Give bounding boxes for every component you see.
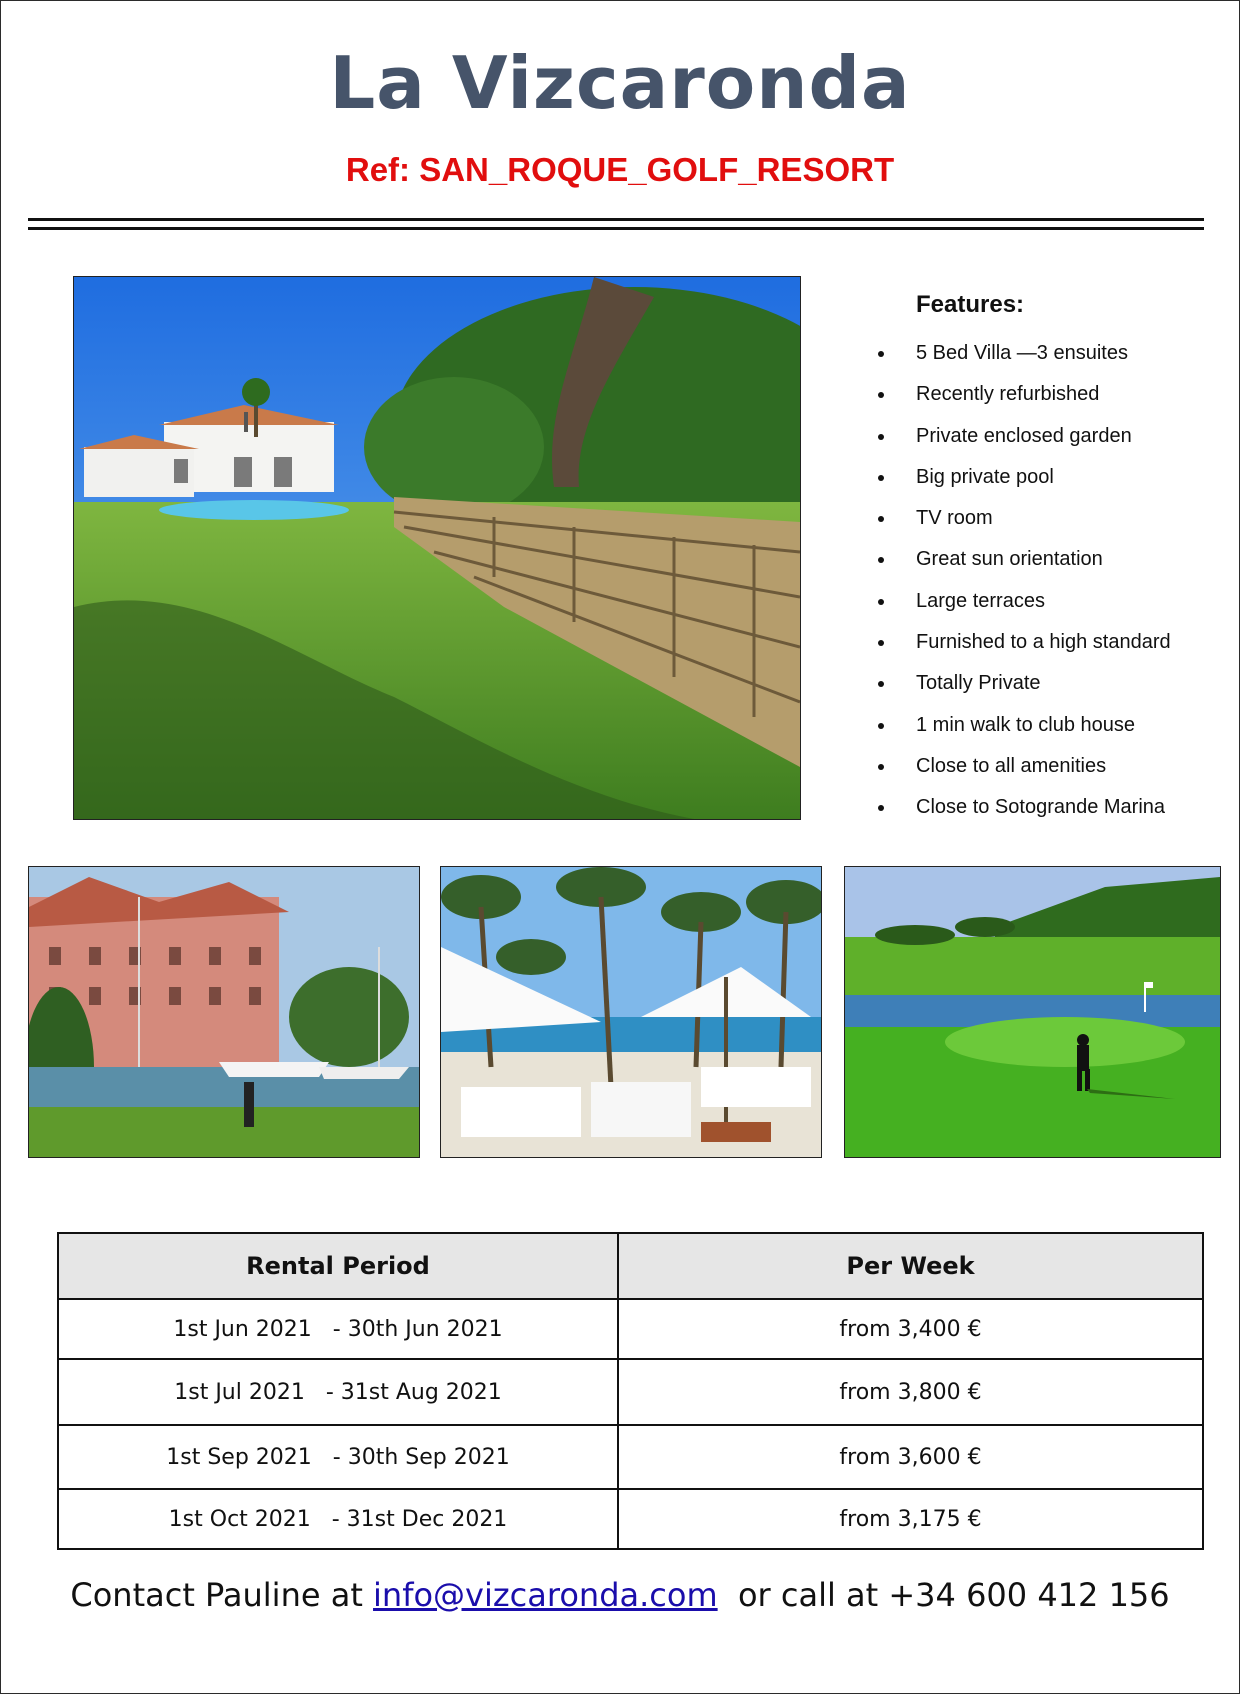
marina-photo [28,866,420,1158]
table-row [58,1425,1203,1489]
feature-item: 1 min walk to club house [871,708,1171,749]
contact-prefix: Contact Pauline at [70,1576,374,1614]
bullet-icon [878,516,884,522]
bullet-icon [878,475,884,481]
rental-rates-table [57,1232,1204,1550]
feature-item: Private enclosed garden [871,419,1171,460]
feature-item: Totally Private [871,666,1171,707]
price-cell: from 3,800 € [618,1359,1203,1425]
feature-item: TV room [871,501,1171,542]
reference-code: Ref: SAN_ROQUE_GOLF_RESORT [345,151,895,188]
golf-course-photo [844,866,1221,1158]
rental-period-cell: 1st Jul 2021 - 31st Aug 2021 [58,1359,618,1425]
page-title: La Vizcaronda [329,41,911,125]
column-header-per-week: Per Week [618,1233,1203,1299]
rental-period-cell: 1st Oct 2021 - 31st Dec 2021 [58,1489,618,1549]
bullet-icon [878,640,884,646]
rental-period-cell: 1st Jun 2021 - 30th Jun 2021 [58,1299,618,1359]
column-header-rental-period: Rental Period [58,1233,618,1299]
price-cell: from 3,400 € [618,1299,1203,1359]
contact-phone: or call at +34 600 412 156 [717,1576,1170,1614]
bullet-icon [878,351,884,357]
feature-item: Great sun orientation [871,542,1171,583]
table-row [58,1359,1203,1425]
feature-item: Close to Sotogrande Marina [871,790,1171,831]
beach-club-photo [440,866,822,1158]
bullet-icon [878,805,884,811]
bullet-icon [878,681,884,687]
price-cell: from 3,600 € [618,1425,1203,1489]
table-row [58,1299,1203,1359]
features-heading: Features: [916,291,1025,318]
feature-item: Large terraces [871,584,1171,625]
bullet-icon [878,434,884,440]
features-list [871,336,1171,832]
feature-item: Close to all amenities [871,749,1171,790]
table-header-row [58,1233,1203,1299]
feature-item: 5 Bed Villa —3 ensuites [871,336,1171,377]
villa-garden-photo [73,276,801,820]
price-cell: from 3,175 € [618,1489,1203,1549]
bullet-icon [878,392,884,398]
bullet-icon [878,599,884,605]
contact-email-link[interactable]: info@vizcaronda.com [373,1576,718,1614]
divider-line-bottom [28,227,1204,230]
table-row [58,1489,1203,1549]
feature-item: Big private pool [871,460,1171,501]
contact-line [1,1576,1239,1614]
rental-period-cell: 1st Sep 2021 - 30th Sep 2021 [58,1425,618,1489]
divider-line-top [28,218,1204,221]
feature-item: Recently refurbished [871,377,1171,418]
bullet-icon [878,557,884,563]
bullet-icon [878,764,884,770]
bullet-icon [878,723,884,729]
feature-item: Furnished to a high standard [871,625,1171,666]
